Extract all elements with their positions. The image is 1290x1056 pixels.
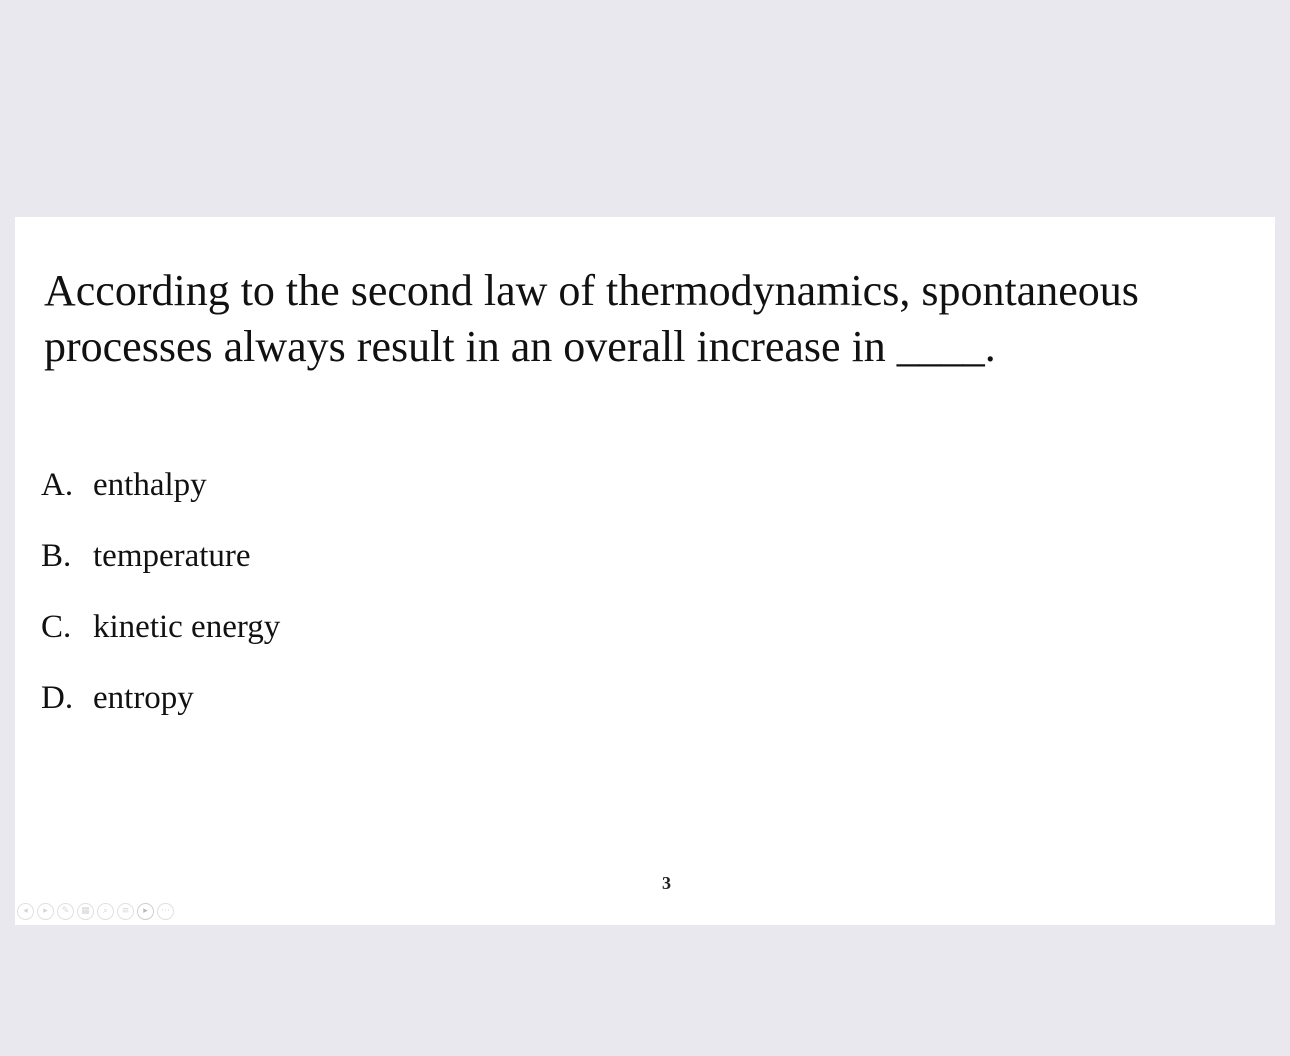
grid-icon[interactable]: ▦ (77, 903, 94, 920)
option-text: entropy (93, 680, 194, 716)
option-c[interactable] (41, 605, 280, 676)
option-d[interactable] (41, 676, 280, 747)
option-text: enthalpy (93, 467, 207, 503)
option-text: temperature (93, 538, 251, 574)
option-letter: D. (41, 680, 74, 716)
question-text: According to the second law of thermodynamics, spontaneous processes always result in an overall increase in ____. (44, 266, 1139, 371)
option-a[interactable] (41, 463, 280, 534)
slideshow-controls (17, 903, 174, 920)
answer-options (41, 463, 280, 747)
menu-icon[interactable]: ≡ (117, 903, 134, 920)
option-letter: B. (41, 538, 72, 574)
slide (15, 217, 1275, 925)
prev-icon[interactable]: ◂ (17, 903, 34, 920)
option-text: kinetic energy (93, 609, 281, 645)
zoom-icon[interactable]: ⌕ (97, 903, 114, 920)
more-icon[interactable]: ⋯ (157, 903, 174, 920)
next-icon[interactable]: ▸ (37, 903, 54, 920)
option-letter: C. (41, 609, 72, 645)
option-b[interactable] (41, 534, 280, 605)
page-number: 3 (662, 873, 671, 893)
play-icon[interactable]: ▸ (137, 903, 154, 920)
pen-icon[interactable]: ✎ (57, 903, 74, 920)
option-letter: A. (41, 467, 74, 503)
